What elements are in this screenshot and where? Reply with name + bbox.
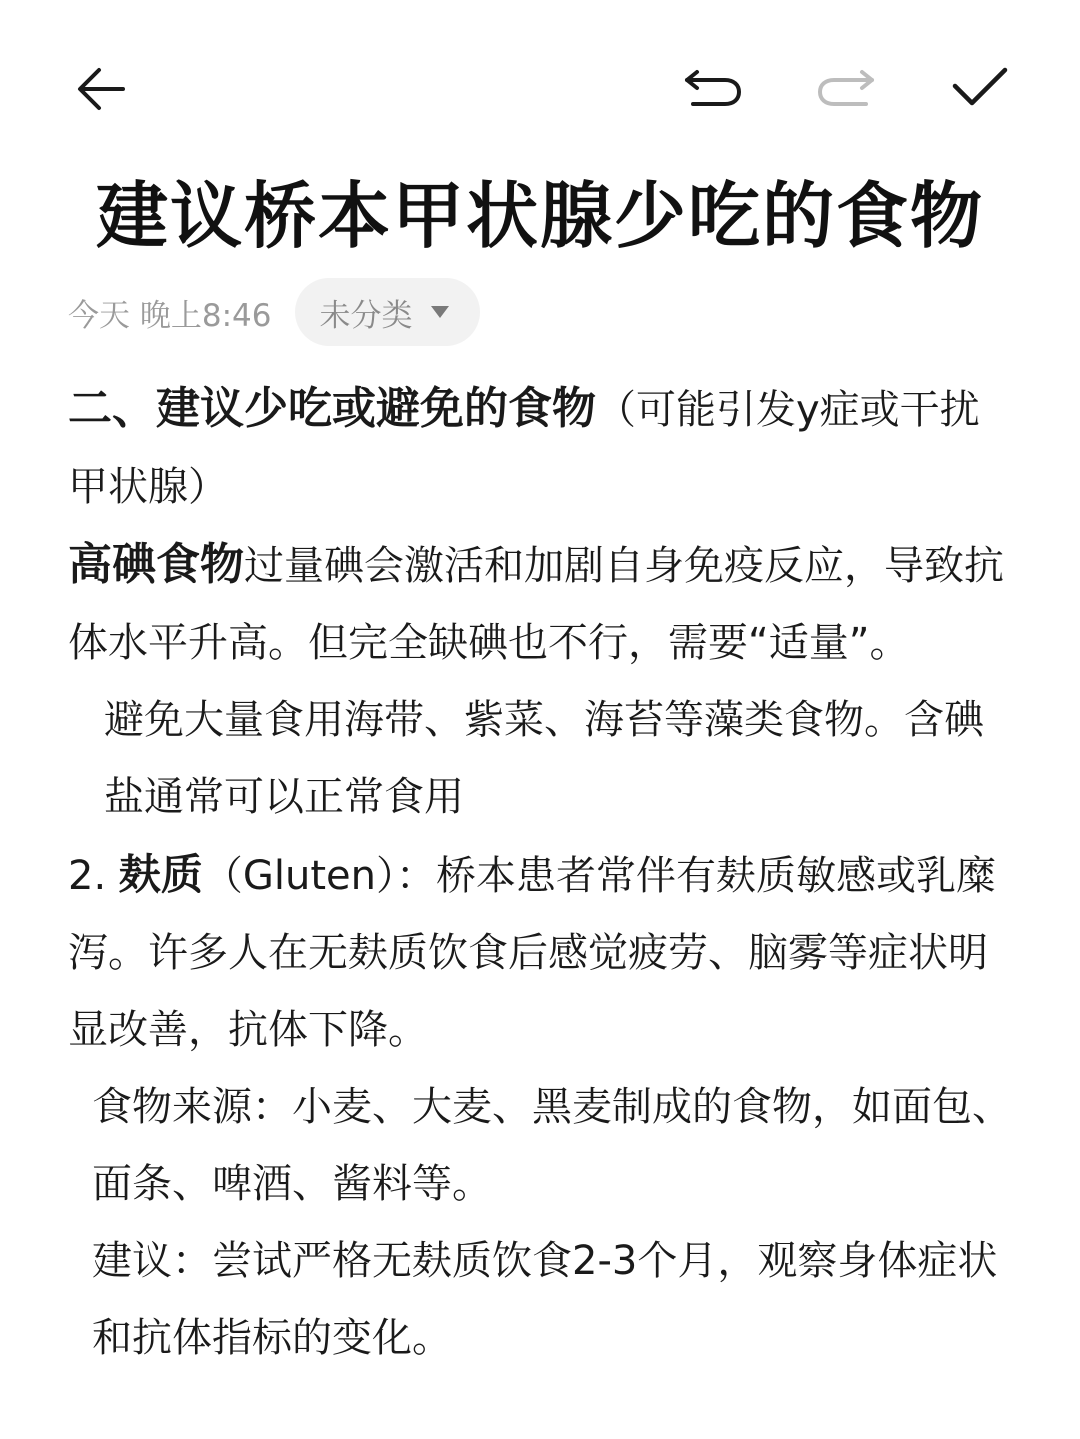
undo-icon [681,64,745,114]
redo-icon [814,64,878,114]
editor-toolbar [0,0,1080,180]
gluten-advice-paragraph: 建议：尝试严格无麸质饮食2-3个月，观察身体症状和抗体指标的变化。 [92,1238,998,1361]
gluten-sources-paragraph: 食物来源：小麦、大麦、黑麦制成的食物，如面包、面条、啤酒、酱料等。 [92,1084,1012,1207]
category-selector[interactable] [295,278,480,346]
section-heading: 二、建议少吃或避免的食物 [68,383,596,434]
back-button[interactable] [56,44,146,134]
checkmark-icon [950,64,1010,114]
iodine-text: 过量碘会激活和加剧自身免疫反应，导致抗体水平升高。但完全缺碘也不行，需要“适量”。 [68,543,1004,666]
section-heading-paragraph [68,370,1018,526]
gluten-text: （Gluten）：桥本患者常伴有麸质敏感或乳糜泻。许多人在无麸质饮食后感觉疲劳、脑雾等症状明显改善，抗体下降。 [68,853,997,1053]
iodine-paragraph [68,526,1018,682]
triangle-down-icon [430,305,450,319]
undo-button[interactable] [668,44,758,134]
note-timestamp: 今天 晚上8:46 [68,297,272,334]
category-label: 未分类 [319,297,413,334]
done-button[interactable] [935,44,1025,134]
redo-button[interactable] [801,44,891,134]
section-heading-note: （可能引发y症或干扰甲状腺） [68,387,980,510]
gluten-number: 2. [68,853,119,899]
iodine-heading: 高碘食物 [68,539,244,590]
note-body[interactable] [68,370,1018,1377]
arrow-left-icon [71,59,131,119]
note-meta [68,278,480,346]
iodine-advice-paragraph: 避免大量食用海带、紫菜、海苔等藻类食物。含碘盐通常可以正常食用 [104,697,984,820]
note-title[interactable]: 建议桥本甲状腺少吃的食物 [95,174,984,258]
gluten-paragraph [68,836,1018,1069]
gluten-heading: 麸质 [118,850,203,899]
